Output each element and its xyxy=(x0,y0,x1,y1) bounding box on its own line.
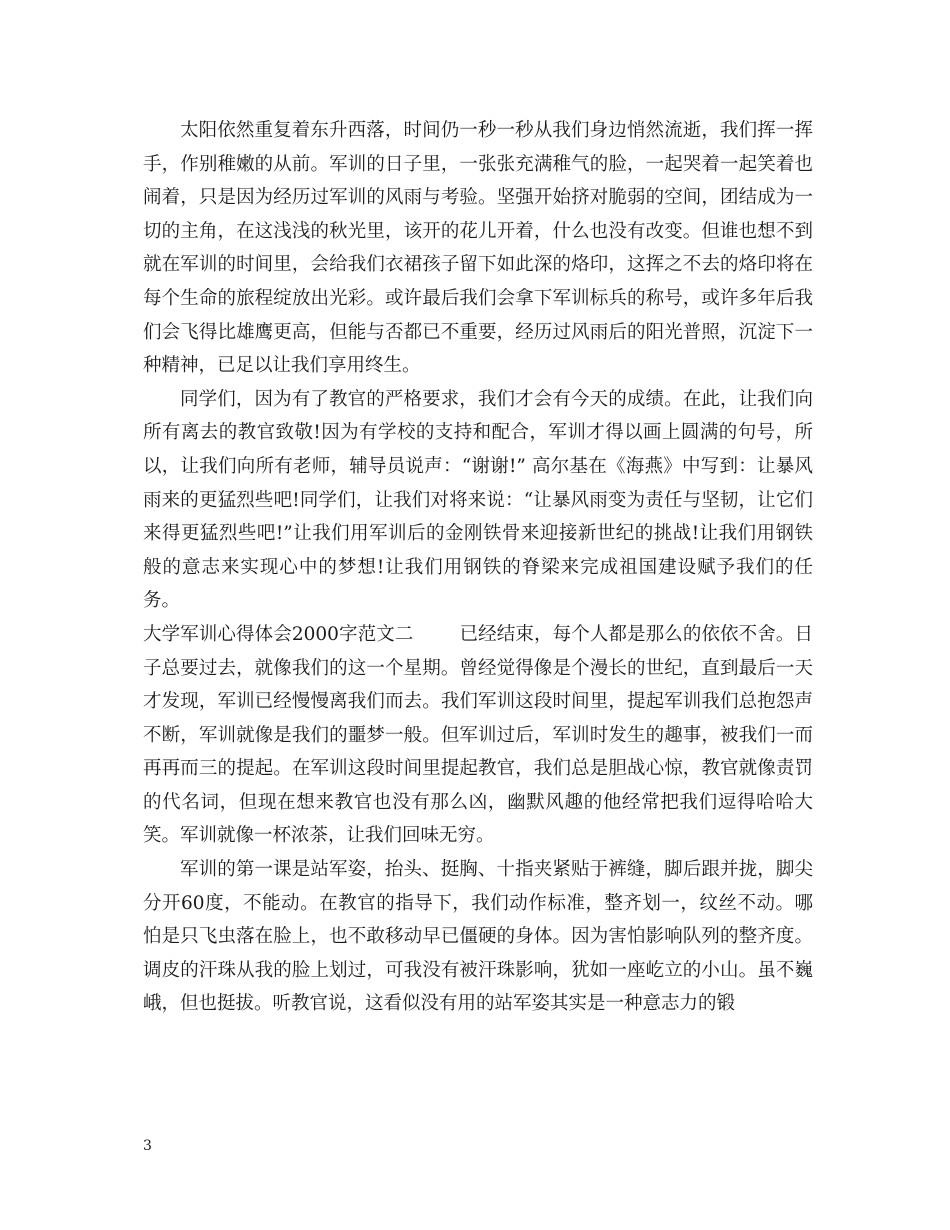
section-paragraph xyxy=(143,618,813,853)
section-heading: 大学军训心得体会2000字范文二 xyxy=(143,623,414,645)
paragraph-1: 太阳依然重复着东升西落，时间仍一秒一秒从我们身边悄然流逝，我们挥一挥手，作别稚嫩的从前。军训的日子里，一张张充满稚气的脸，一起哭着一起笑着也闹着，只是因为经历过军训的风雨与考验。坚强开始挤对脆弱的空间，团结成为一切的主角，在这浅浅的秋光里，该开的花儿开着，什么也没有改变。但谁也想不到就在军训的时间里，会给我们衣裙孩子留下如此深的烙印，这挥之不去的烙印将在每个生命的旅程绽放出光彩。或许最后我们会拿下军训标兵的称号，或许多年后我们会飞得比雄鹰更高，但能与否都已不重要，经历过风雨后的阳光普照，沉淀下一种精神，已足以让我们享用终生。 xyxy=(143,120,813,377)
paragraph-2: 同学们，因为有了教官的严格要求，我们才会有今天的成绩。在此，让我们向所有离去的教官致敬!因为有学校的支持和配合，军训才得以画上圆满的句号，所以，让我们向所有老师，辅导员说声：“谢谢!” 高尔基在《海燕》中写到：让暴风雨来的更猛烈些吧!同学们，让我们对将来说：“让暴风雨变为责任与坚韧，让它们来得更猛烈些吧!”让我们用军训后的金刚铁骨来迎接新世纪的挑战!让我们用钢铁般的意志来实现心中的梦想!让我们用钢铁的脊梁来完成祖国建设赋予我们的任务。 xyxy=(143,388,813,612)
section-first-paragraph: 已经结束，每个人都是那么的依依不舍。日子总要过去，就像我们的这一个星期。曾经觉得像是个漫长的世纪，直到最后一天才发现，军训已经慢慢离我们而去。我们军训这段时间里，提起军训我们总抱怨声不断，军训就像是我们的噩梦一般。但军训过后，军训时发生的趣事，被我们一而再再而三的提起。在军训这段时间里提起教官，我们总是胆战心惊，教官就像责罚的代名词，但现在想来教官也没有那么凶，幽默风趣的他经常把我们逗得哈哈大笑。军训就像一杯浓茶，让我们回味无穷。 xyxy=(143,623,813,847)
document-body xyxy=(143,114,813,1021)
page-number: 3 xyxy=(143,1138,152,1154)
paragraph-4: 军训的第一课是站军姿，抬头、挺胸、十指夹紧贴于裤缝，脚后跟并拢，脚尖分开60度，不能动。在教官的指导下，我们动作标准，整齐划一，纹丝不动。哪怕是只飞虫落在脸上，也不敢移动早已僵硬的身体。因为害怕影响队列的整齐度。调皮的汗珠从我的脸上划过，可我没有被汗珠影响，犹如一座屹立的小山。虽不巍峨，但也挺拔。听教官说，这看似没有用的站军姿其实是一种意志力的锻 xyxy=(143,859,813,1015)
